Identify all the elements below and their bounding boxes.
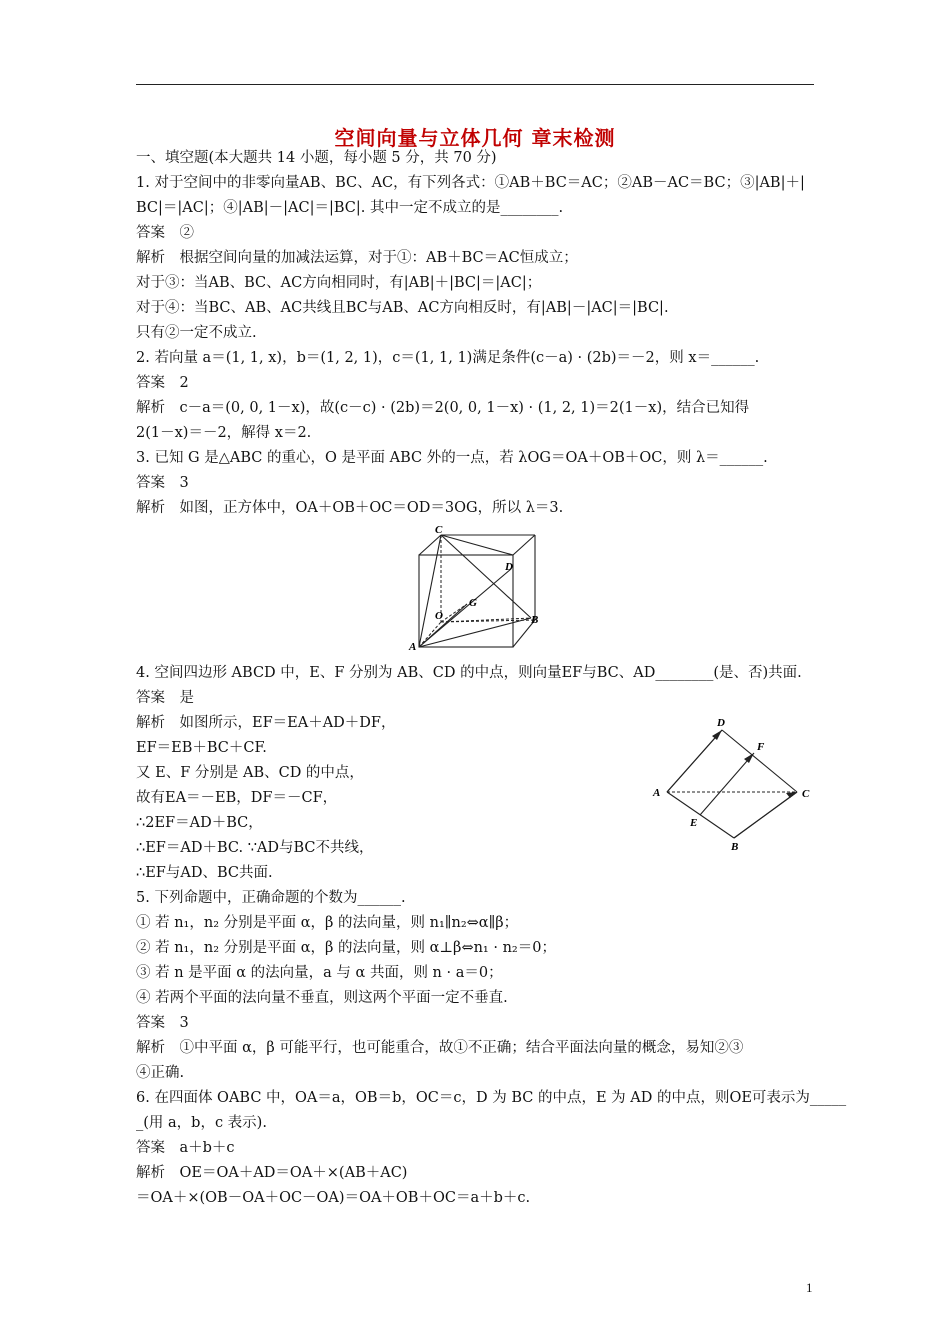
q4-analysis-line: ∴EF与AD、BC共面. (136, 865, 273, 881)
q1-text-cont: BC|＝|AC|；④|AB|－|AC|＝|BC|. 其中一定不成立的是________. (136, 200, 564, 216)
q1-text: 1. 对于空间中的非零向量AB、BC、AC，有下列各式：①AB＋BC＝AC；②AB－AC＝BC；③|AB|＋| (136, 175, 805, 191)
q5-text: 5. 下列命题中，正确命题的个数为______. (136, 890, 406, 906)
q4-text: 4. 空间四边形 ABCD 中，E、F 分别为 AB、CD 的中点，则向量EF与BC、AD________(是、否)共面. (136, 665, 802, 681)
q2-answer: 答案 2 (136, 375, 189, 391)
q5-item-1: ① 若 n₁，n₂ 分别是平面 α，β 的法向量，则 n₁∥n₂⇔α∥β； (136, 915, 519, 931)
q6-analysis: 解析 OE＝OA＋AD＝OA＋×(AB＋AC) (136, 1165, 408, 1181)
q4-analysis-line: 故有EA＝－EB，DF＝－CF， (136, 790, 338, 806)
q3-analysis: 解析 如图，正方体中，OA＋OB＋OC＝OD＝3OG，所以 λ＝3. (136, 500, 564, 516)
quad-label-a: A (653, 787, 661, 799)
q4-analysis-line: ∴2EF＝AD＋BC， (136, 815, 263, 831)
q6-analysis-line: ＝OA＋×(OB－OA＋OC－OA)＝OA＋OB＋OC＝a＋b＋c. (136, 1190, 531, 1206)
quad-label-d: D (717, 717, 725, 729)
cube-label-d: D (505, 561, 513, 573)
header-rule (136, 84, 814, 85)
quad-label-b: B (731, 841, 739, 853)
cube-label-c: C (435, 524, 443, 536)
page-title: 空间向量与立体几何 章末检测 (334, 126, 616, 150)
q1-answer: 答案 ② (136, 225, 194, 241)
q1-analysis-line: 只有②一定不成立. (136, 325, 257, 341)
q6-text-cont: _(用 a，b，c 表示). (136, 1115, 267, 1131)
cube-label-a: A (409, 641, 417, 650)
q2-analysis-line: 2(1－x)＝－2，解得 x＝2. (136, 425, 312, 441)
q4-analysis-line: ∴EF＝AD＋BC. ∵AD与BC不共线， (136, 840, 374, 856)
q4-answer: 答案 是 (136, 690, 194, 706)
q6-answer: 答案 a＋b＋c (136, 1140, 235, 1156)
q1-analysis: 解析 根据空间向量的加减法运算，对于①：AB＋BC＝AC恒成立； (136, 250, 578, 266)
q5-analysis-line: ④正确. (136, 1065, 185, 1081)
cube-figure (405, 522, 545, 650)
cube-label-b: B (531, 614, 539, 626)
q3-text: 3. 已知 G 是△ABC 的重心，O 是平面 ABC 外的一点，若 λOG＝OA＋OB＋OC，则 λ＝______. (136, 450, 768, 466)
quadrilateral-figure (645, 712, 820, 854)
q1-analysis-line: 对于③：当AB、BC、AC方向相同时，有|AB|＋|BC|＝|AC|； (136, 275, 542, 291)
q5-analysis: 解析 ①中平面 α，β 可能平行，也可能重合，故①不正确；结合平面法向量的概念，易知②③ (136, 1040, 744, 1056)
q5-answer: 答案 3 (136, 1015, 189, 1031)
q5-item-2: ② 若 n₁，n₂ 分别是平面 α，β 的法向量，则 α⊥β⇔n₁ · n₂＝0； (136, 940, 556, 956)
quad-label-e: E (690, 817, 698, 829)
cube-label-g: G (469, 597, 477, 609)
q5-item-3: ③ 若 n 是平面 α 的法向量，a 与 α 共面，则 n · a＝0； (136, 965, 503, 981)
quad-label-f: F (757, 741, 765, 753)
cube-label-o: O (435, 610, 443, 622)
q3-answer: 答案 3 (136, 475, 189, 491)
q5-item-4: ④ 若两个平面的法向量不垂直，则这两个平面一定不垂直. (136, 990, 508, 1006)
section-heading: 一、填空题(本大题共 14 小题，每小题 5 分，共 70 分) (136, 150, 497, 166)
quad-label-c: C (802, 788, 810, 800)
q2-text: 2. 若向量 a＝(1, 1, x)，b＝(1, 2, 1)，c＝(1, 1, 1)满足条件(c－a) · (2b)＝－2，则 x＝______. (136, 350, 760, 366)
q4-analysis: 解析 如图所示，EF＝EA＋AD＋DF， (136, 715, 396, 731)
q2-analysis: 解析 c－a＝(0, 0, 1－x)，故(c－c) · (2b)＝2(0, 0, 1－x) · (1, 2, 1)＝2(1－x)，结合已知得 (136, 400, 750, 416)
q1-analysis-line: 对于④：当BC、AB、AC共线且BC与AB、AC方向相反时，有|AB|－|AC|＝|BC|. (136, 300, 669, 316)
q4-analysis-line: EF＝EB＋BC＋CF. (136, 740, 267, 756)
page-number: 1 (806, 1280, 813, 1295)
q6-text: 6. 在四面体 OABC 中，OA＝a，OB＝b，OC＝c，D 为 BC 的中点，E 为 AD 的中点，则OE可表示为_____ (136, 1090, 847, 1106)
q4-analysis-line: 又 E、F 分别是 AB、CD 的中点， (136, 765, 364, 781)
